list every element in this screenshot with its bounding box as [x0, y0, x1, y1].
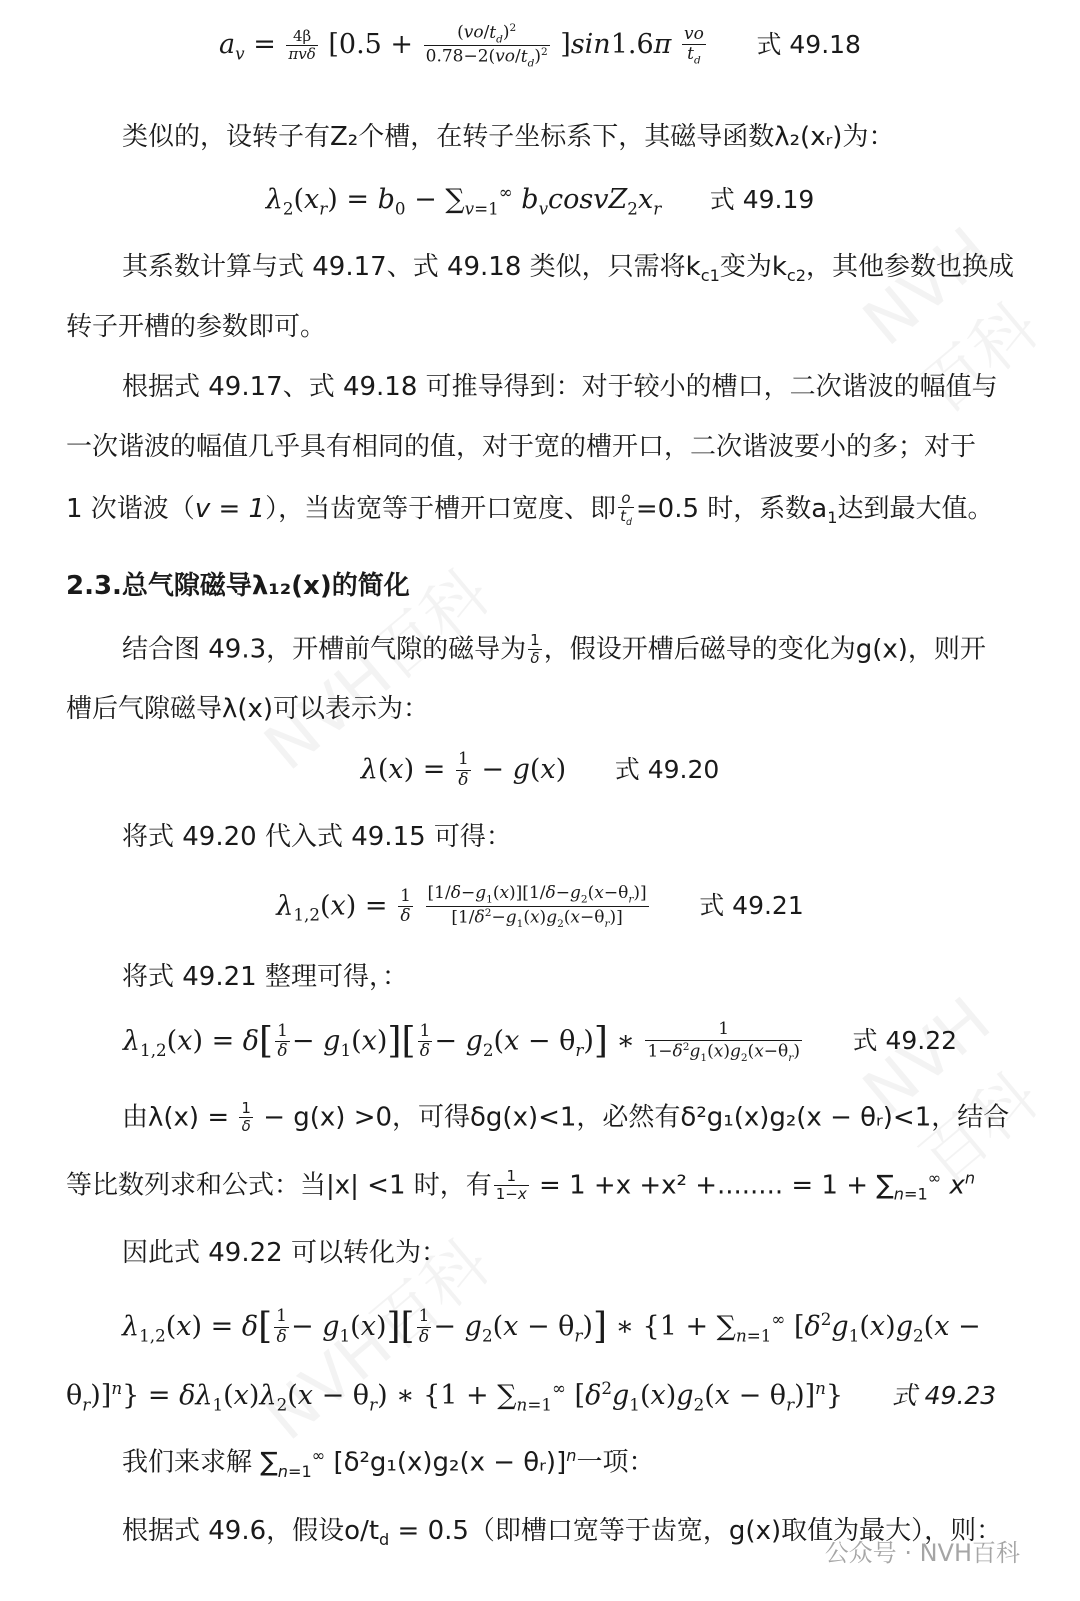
- equation-49-21: $\lambda_{1,2}(x)$ = $\frac{1}{\delta}$ $\frac{[1/\delta-g_1(x)][1/\delta-g_2(x-\theta_r)]}{[1/\delta^2-g_1(x)g_2(x-\theta_r)]}$ 式 49.21: [276, 883, 804, 930]
- paragraph-text: 转子开槽的参数即可。: [66, 312, 327, 342]
- paragraph-text: 将式 49.21 整理可得，：: [122, 962, 408, 992]
- equation-49-23-line1: $\lambda_{1,2}(x) = \delta$[ $\frac{1}{\delta}$ − $g_1(x)$][ $\frac{1}{\delta}$ − $g_2(x - \theta_r)$] ∗ {$1 + \sum_{n=1}^\infty$ [$\delta^2g_1(x)g_2(x$ −: [122, 1306, 981, 1347]
- paragraph-text: 将式 49.20 代入式 49.15 可得：: [122, 822, 512, 852]
- text-segment: c2: [786, 266, 806, 286]
- paragraph-text: 因此式 49.22 可以转化为：: [122, 1238, 447, 1268]
- text-segment: = 0.5（即槽口宽等于齿宽，g(x)取值为最大），则：: [389, 1516, 1003, 1546]
- text-segment: 其系数计算与式 49.17、式 49.18 类似，只需将k: [122, 252, 701, 282]
- paragraph-text: 我们来求解 $\sum_{n=1}^\infty$ [δ²g₁(x)g₂(x − θᵣ)]$^n$一项：: [122, 1446, 655, 1481]
- text-segment: 结合图 49.3，开槽前气隙的磁导为: [122, 634, 527, 665]
- paragraph-text: [122, 252, 1062, 286]
- text-segment: [δ²g₁(x)g₂(x − θᵣ)]: [333, 1447, 567, 1478]
- equation-tag: 式 49.20: [614, 755, 720, 784]
- section-heading: 2.3.总气隙磁导λ₁₂(x)的简化: [66, 571, 410, 601]
- text-segment: d: [379, 1530, 390, 1550]
- text-segment: 变为k: [719, 252, 787, 282]
- equation-tag: 式 49.23: [891, 1381, 997, 1410]
- text-segment: c1: [700, 266, 720, 286]
- text-segment: 根据式 49.6，假设o/t: [122, 1516, 380, 1546]
- paragraph-text: 1 次谐波（v = 1），当齿宽等于槽开口宽度、即 $\frac{o}{t_d}$ =0.5 时，系数$a_1$达到最大值。: [66, 489, 994, 529]
- equation-49-20: λ(x) = $\frac{1}{\delta}$ − g(x) 式 49.20: [360, 749, 720, 790]
- text-segment: 1 次谐波（: [66, 493, 195, 524]
- text-segment: =0.5 时，系数a: [635, 493, 828, 524]
- text-segment: ，假设开槽后磁导的变化为g(x)，则开: [543, 634, 986, 665]
- text-segment: 我们来求解 ∑: [122, 1447, 278, 1478]
- text-segment: 1: [827, 508, 838, 528]
- paragraph-text: 一次谐波的幅值几乎具有相同的值，对于宽的槽开口，二次谐波要小的多；对于: [66, 432, 977, 462]
- text-segment: n: [566, 1446, 577, 1465]
- paragraph-text: 由λ(x) = $\frac{1}{\delta}$ − g(x) >0，可得δg(x)<1，必然有δ²g₁(x)g₂(x − θᵣ)<1，结合: [122, 1099, 1010, 1136]
- text-segment: x: [949, 1170, 965, 1201]
- text-segment: v = 1: [194, 493, 266, 524]
- text-segment: 达到最大值。: [837, 493, 994, 524]
- text-segment: n: [964, 1168, 976, 1188]
- paragraph-text: 根据式 49.17、式 49.18 可推导得到：对于较小的槽口，二次谐波的幅值与: [122, 372, 998, 402]
- equation-49-22: $\lambda_{1,2}(x) = \delta$[ $\frac{1}{\delta}$ − $g_1(x)$][ $\frac{1}{\delta}$ − $g_2(x - \theta_r)$] ∗ $\frac{1}{1-\delta^2g_1(x)g_2(x-\theta_r)}$ 式 49.22: [122, 1019, 958, 1064]
- text-segment: 一项：: [576, 1447, 655, 1478]
- equation-49-23-line2: $\theta_r)]^n\} = \delta\lambda_1(x)\lambda_2(x - \theta_r)$ ∗ {$1 + \sum_{n=1}^\infty$ $[\delta^2g_1(x)g_2(x - \theta_r)]^n$} 式 49.23: [66, 1378, 997, 1415]
- paragraph-text: 等比数列求和公式：当|x| <1 时，有 $\frac{1}{1-x}$ = 1 +x +x² +........ = $1 + \sum_{n=1}^\infty$ $x^n$: [66, 1167, 976, 1204]
- equation-tag: 式 49.21: [699, 891, 804, 921]
- equation-tag: 式 49.18: [756, 30, 861, 60]
- text-segment: 等比数列求和公式：当|x| <1 时，有: [66, 1170, 492, 1201]
- equation-tag: 式 49.19: [709, 185, 815, 214]
- paragraph-text: 结合图 49.3，开槽前气隙的磁导为 $\frac{1}{\delta}$ ，假设开槽后磁导的变化为g(x)，则开: [122, 631, 986, 668]
- equation-tag: 式 49.22: [852, 1026, 958, 1056]
- footer-watermark: 公众号 · NVH百科: [824, 1539, 1020, 1567]
- text-segment: = 1 +x +x² +........ = 1 + ∑: [530, 1170, 894, 1201]
- equation-49-19: $\lambda_2(x_r) = b_0 - \sum_{v=1}^\infty$ $b_vcosvZ_2x_r$ 式 49.19: [265, 182, 815, 219]
- paragraph-text: 类似的，设转子有Z₂个槽，在转子坐标系下，其磁导函数λ₂(xᵣ)为：: [122, 122, 895, 152]
- paragraph-text: 槽后气隙磁导λ(x)可以表示为：: [66, 694, 430, 724]
- equation-49-18: $a_v$ = $\frac{4\beta}{\text{πvδ}}$ [0.5 + $\frac{(vo/t_d)^2}{0.78-2(vo/t_d)^2}$ ]sin1.6π $\frac{vo}{t_d}$ 式 49.18: [219, 22, 861, 70]
- text-segment: − g(x) >0，可得δg(x)<1，必然有δ²g₁(x)g₂(x − θᵣ)<1，结合: [254, 1102, 1010, 1133]
- text-segment: ，其他参数也换成: [806, 252, 1015, 282]
- text-segment: 由λ(x) =: [122, 1102, 238, 1133]
- text-segment: ），当齿宽等于槽开口宽度、即: [265, 493, 617, 524]
